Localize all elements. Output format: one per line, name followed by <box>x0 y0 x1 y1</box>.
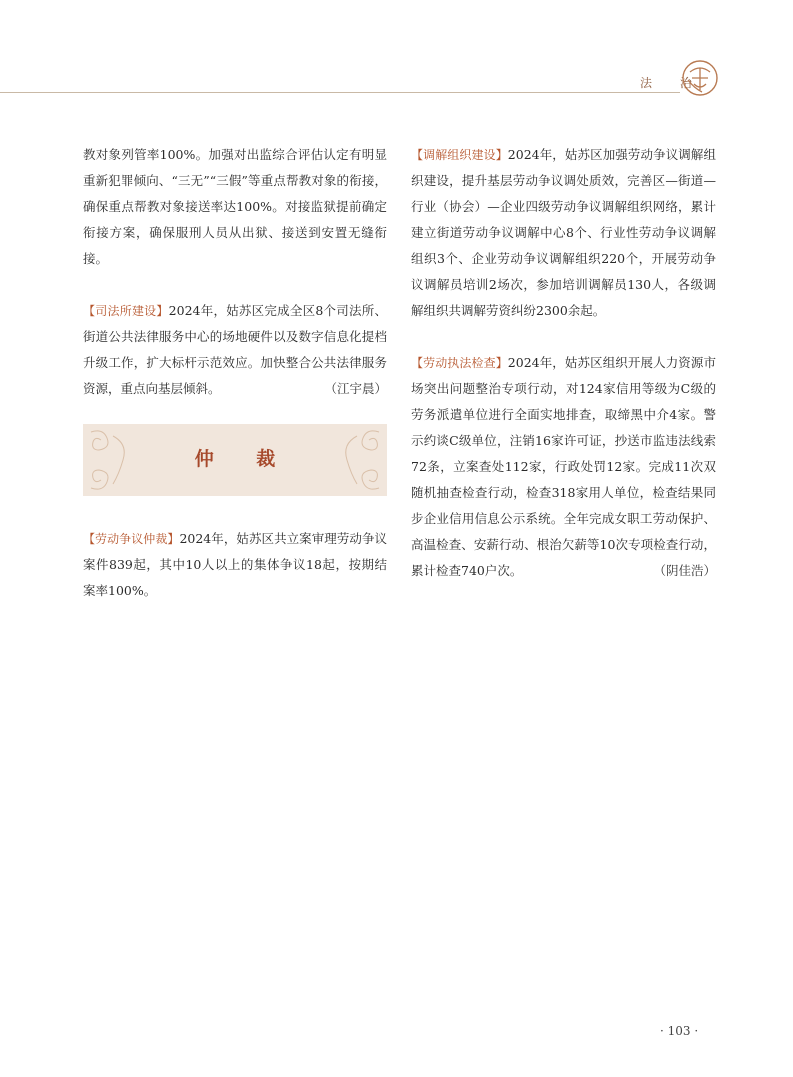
paragraph-judicial-office <box>83 298 387 402</box>
section-banner <box>83 424 387 496</box>
header-rule <box>0 92 680 93</box>
section-title: 仲 裁 <box>194 448 294 470</box>
entry-text: 2024年，姑苏区组织开展人力资源市场突出问题整治专项行动，对124家信用等级为C级的劳务派遣单位进行全面实地排查，取缔黑中介4家。警示约谈C级单位，注销16家许可证，抄送市监违法线索72条，立案查处112家，行政处罚12家。完成11次双随机抽查检查行动，检查318家用人单位，检查结果同步企业信用信息公示系统。全年完成女职工劳动保护、高温检查、安薪行动、根治欠薪等10次专项检查行动，累计检查740户次。 <box>411 355 716 578</box>
author-credit: （阴佳浩） <box>653 563 716 578</box>
entry-text: 2024年，姑苏区加强劳动争议调解组织建设，提升基层劳动争议调处质效，完善区—街道—行业（协会）—企业四级劳动争议调解组织网络，累计建立街道劳动争议调解中心8个、行业性劳动争议调解组织3个、企业劳动争议调解组织220个，开展劳动争议调解员培训2场次，参加培训调解员130人，各级调解组织共调解劳资纠纷2300余起。 <box>411 147 716 318</box>
paragraph-mediation <box>411 142 716 324</box>
left-column <box>83 142 387 604</box>
entry-tag: 【司法所建设】 <box>83 304 169 318</box>
entry-text: 2024年，姑苏区共立案审理劳动争议案件839起，其中10人以上的集体争议18起，按期结案率100%。 <box>83 531 387 598</box>
entry-text: 2024年，姑苏区完成全区8个司法所、街道公共法律服务中心的场地硬件以及数字信息化提档升级工作，扩大标杆示范效应。加快整合公共法律服务资源，重点向基层倾斜。 <box>83 303 387 396</box>
paragraph-continued: 教对象列管率100%。加强对出监综合评估认定有明显重新犯罪倾向、“三无”“三假”等重点帮教对象的衔接，确保重点帮教对象接送率达100%。对接监狱提前确定衔接方案，确保服刑人员从出狱、接送到安置无缝衔接。 <box>83 147 387 266</box>
section-emblem-icon <box>680 58 720 98</box>
entry-tag: 【劳动争议仲裁】 <box>83 532 180 546</box>
paragraph-labor-arbitration <box>83 526 387 604</box>
running-header: 法 治 <box>640 76 704 90</box>
entry-tag: 【劳动执法检查】 <box>411 356 508 370</box>
paragraph-labor-inspection <box>411 350 716 584</box>
author-credit: （江宇晨） <box>324 381 387 396</box>
right-column <box>411 142 716 584</box>
entry-tag: 【调解组织建设】 <box>411 148 508 162</box>
page-number: · 103 · <box>660 1024 699 1038</box>
